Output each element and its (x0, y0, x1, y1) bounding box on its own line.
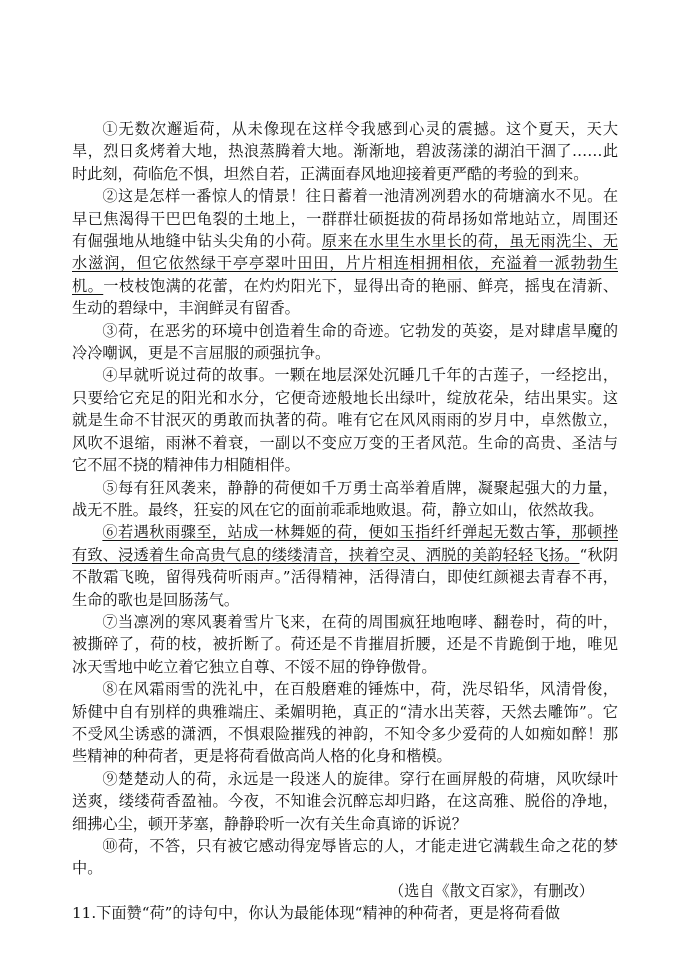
underlined-sentence: ⑥若遇秋雨骤至，站成一林舞姬的荷，便如玉指纤纤弹起无数古筝，那顿挫有致、浸透着生命高贵气息的缕缕清音，挟着空灵、洒脱的美韵轻轻飞扬。 (72, 523, 618, 564)
paragraph-1: ①无数次邂逅荷，从未像现在这样令我感到心灵的震撼。这个夏天，天大旱，烈日炙烤着大地，热浪蒸腾着大地。渐渐地，碧波荡漾的湖泊干涸了……此时此刻，荷临危不惧，坦然自若，正满面春风地迎接着更严酷的考验的到来。 (72, 120, 618, 183)
source-citation: （选自《散文百家》，有删改） (388, 881, 594, 900)
paragraph-2: ②这是怎样一番惊人的情景！往日蓄着一池清冽冽碧水的荷塘滴水不见。在早已焦渴得干巴巴龟裂的土地上，一群群壮硕挺拔的荷昂扬如常地站立，周围还有倔强地从地缝中钻头尖角的小荷。原来在水里生水里长的荷，虽无雨洗尘、无水滋润，但它依然绿干亭亭翠叶田田，片片相连相拥相依，充溢着一派勃勃生机。一枝枝饱满的花蕾，在灼灼阳光下，显得出奇的艳丽、鲜亮，摇曳在清新、生动的碧绿中，丰润鲜灵有留香。 (72, 187, 619, 318)
article-page (72, 118, 618, 925)
paragraph-3: ③荷，在恶劣的环境中创造着生命的奇迹。它勃发的英姿，是对肆虐旱魔的冷冷嘲讽，更是不言屈服的顽强抗争。 (72, 321, 618, 363)
paragraph-7: ⑦当凛冽的寒风裹着雪片飞来，在荷的周围疯狂地咆哮、翻卷时，荷的叶，被撕碎了，荷的枝，被折断了。荷还是不肯摧眉折腰，还是不肯跪倒于地，唯见冰天雪地中屹立着它独立自尊、不馁不屈的铮铮傲骨。 (72, 612, 618, 676)
paragraph-5: ⑤每有狂风袭来，静静的荷便如千万勇士高举着盾牌，凝聚起强大的力量，战无不胜。最终，狂妄的风在它的面前乖乖地败退。荷，静立如山，依然故我。 (72, 478, 618, 519)
paragraph-4: ④早就听说过荷的故事。一颗在地层深处沉睡几千年的古莲子，一经挖出，只要给它充足的阳光和水分，它便奇迹般地长出绿叶，绽放花朵，结出果实。这就是生命不甘泯灭的勇敢而执著的荷。唯有它在风风雨雨的岁月中，卓然傲立，风吹不退缩，雨淋不着衰，一副以不变应万变的王者风范。生命的高贵、圣洁与它不屈不挠的精神伟力相随相伴。 (72, 366, 618, 475)
question-11: 11.下面赞“荷”的诗句中，你认为最能体现“精神的种荷者，更是将荷看做 (72, 904, 560, 923)
paragraph-6: ⑥若遇秋雨骤至，站成一林舞姬的荷，便如玉指纤纤弹起无数古筝，那顿挫有致、浸透着生命高贵气息的缕缕清音，挟着空灵、洒脱的美韵轻轻飞扬。“秋阴不散霜飞晚，留得残荷听雨声。”活得精神，活得清白，即使红颜褪去青春不再，生命的歌也是回肠荡气。 (72, 523, 619, 609)
paragraph-8: ⑧在风霜雨雪的洗礼中，在百般磨难的锤炼中，荷，洗尽铅华，风清骨俊，矫健中自有别样的典雅端庄、柔媚明艳，真正的“清水出芙蓉，天然去雕饰”。它不受风尘诱惑的潇洒，不惧艰险摧残的神韵，不知令多少爱荷的人如痴如醉！那些精神的种荷者，更是将荷看做高尚人格的化身和楷模。 (72, 680, 618, 766)
paragraph-10: ⑩荷，不答，只有被它感动得宠辱皆忘的人，才能走进它满载生命之花的梦中。 (72, 837, 618, 878)
underlined-sentence: 原来在水里生水里长的荷，虽无雨洗尘、无水滋润，但它依然绿干亭亭翠叶田田，片片相连相拥相依，充溢着一派勃勃生机。 (72, 232, 619, 295)
paragraph-9: ⑨楚楚动人的荷，永远是一段迷人的旋律。穿行在画屏般的荷塘，风吹绿叶送爽，缕缕荷香盈袖。今夜，不知谁会沉醉忘却归路，在这高雅、脱俗的净地，细拂心尘，顿开茅塞，静静聆听一次有关生命真谛的诉说？ (72, 769, 618, 833)
